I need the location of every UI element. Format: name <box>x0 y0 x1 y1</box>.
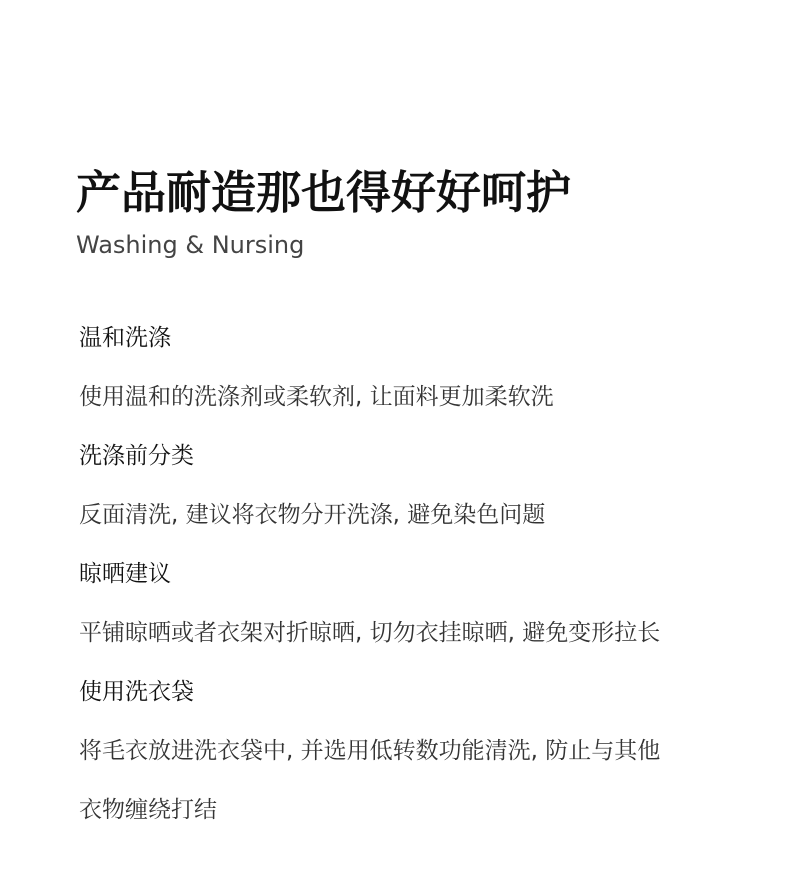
page-subtitle: Washing & Nursing <box>76 231 305 259</box>
care-tips-list <box>79 0 779 891</box>
section-text-sort-before-wash: 反面清洗, 建议将衣物分开洗涤, 避免染色问题 <box>79 502 546 528</box>
section-heading-gentle-wash: 温和洗涤 <box>79 325 171 351</box>
page-title: 产品耐造那也得好好呵护 <box>76 166 572 219</box>
section-heading-laundry-bag: 使用洗衣袋 <box>79 679 194 705</box>
section-heading-drying-tips: 晾晒建议 <box>79 561 171 587</box>
section-text-gentle-wash: 使用温和的洗涤剂或柔软剂, 让面料更加柔软洗 <box>79 384 554 410</box>
section-heading-sort-before-wash: 洗涤前分类 <box>79 443 194 469</box>
section-text-laundry-bag-line-2: 衣物缠绕打结 <box>79 797 217 823</box>
section-text-laundry-bag-line-1: 将毛衣放进洗衣袋中, 并选用低转数功能清洗, 防止与其他 <box>79 738 661 764</box>
section-text-drying-tips: 平铺晾晒或者衣架对折晾晒, 切勿衣挂晾晒, 避免变形拉长 <box>79 620 661 646</box>
